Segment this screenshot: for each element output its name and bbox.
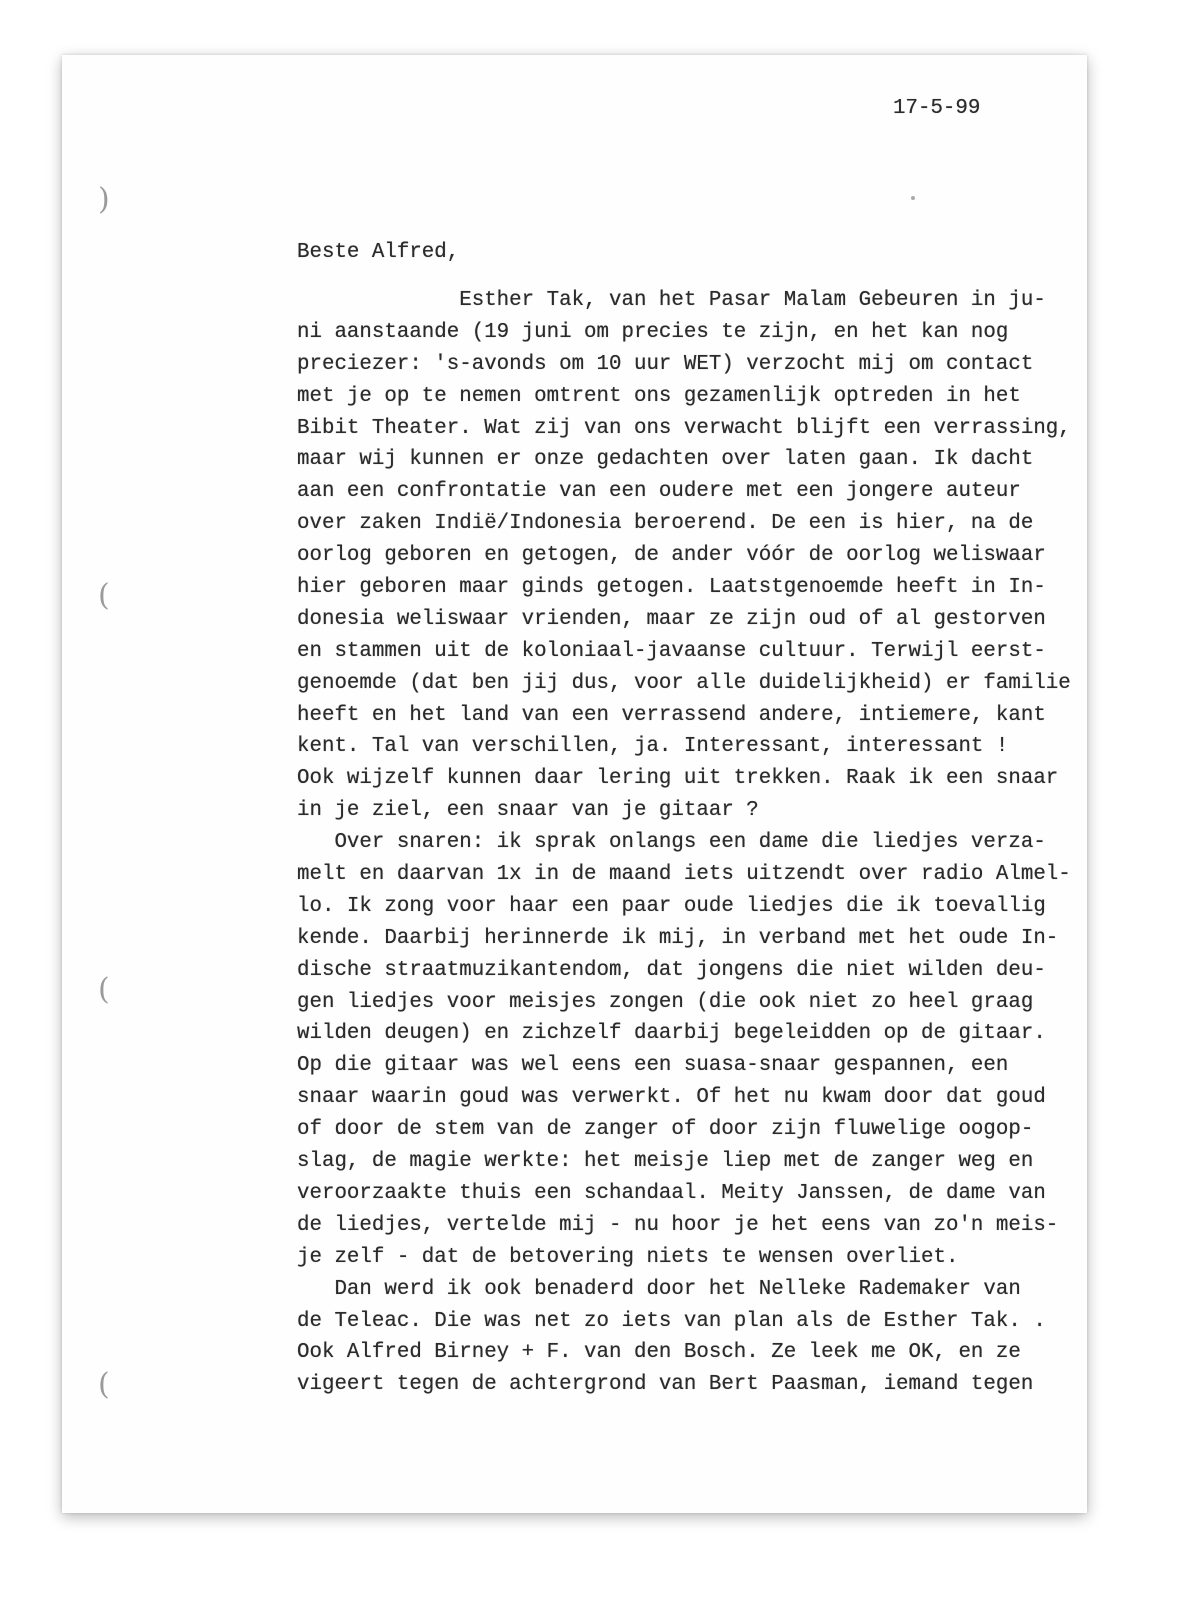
letter-line: met je op te nemen omtrent ons gezamenlijk optreden in het bbox=[297, 384, 1021, 408]
letter-line: in je ziel, een snaar van je gitaar ? bbox=[297, 799, 759, 823]
letter-line: Over snaren: ik sprak onlangs een dame die liedjes verza- bbox=[297, 831, 1046, 855]
letter-line: gen liedjes voor meisjes zongen (die ook niet zo heel graag bbox=[297, 990, 1034, 1014]
punch-hole-mark: ) bbox=[98, 182, 110, 217]
punch-hole-mark: ( bbox=[98, 1367, 110, 1402]
salutation: Beste Alfred, bbox=[297, 241, 460, 264]
letter-line: slag, de magie werkte: het meisje liep met de zanger weg en bbox=[297, 1150, 1034, 1174]
punch-hole-mark: ( bbox=[98, 578, 110, 613]
letter-line: snaar waarin goud was verwerkt. Of het nu kwam door dat goud bbox=[297, 1086, 1046, 1110]
letter-line: je zelf - dat de betovering niets te wensen overliet. bbox=[297, 1245, 959, 1269]
letter-line: Esther Tak, van het Pasar Malam Gebeuren in ju- bbox=[297, 289, 1046, 312]
letter-line: Bibit Theater. Wat zij van ons verwacht blijft een verrassing, bbox=[297, 416, 1071, 440]
letter-line: wilden deugen) en zichzelf daarbij begeleidden op de gitaar. bbox=[297, 1022, 1046, 1046]
letter-line: genoemde (dat ben jij dus, voor alle duidelijkheid) er familie bbox=[297, 671, 1071, 695]
letter-line: vigeert tegen de achtergrond van Bert Paasman, iemand tegen bbox=[297, 1373, 1034, 1397]
letter-line: de Teleac. Die was net zo iets van plan als de Esther Tak. . bbox=[297, 1309, 1046, 1333]
letter-line: Dan werd ik ook benaderd door het Nelleke Rademaker van bbox=[297, 1277, 1021, 1301]
letter-line: oorlog geboren en getogen, de ander vóór de oorlog weliswaar bbox=[297, 544, 1046, 568]
letter-line: lo. Ik zong voor haar een paar oude liedjes die ik toevallig bbox=[297, 894, 1046, 918]
letter-line: of door de stem van de zanger of door zijn fluwelige oogop- bbox=[297, 1118, 1034, 1142]
letter-line: Ook Alfred Birney + F. van den Bosch. Ze leek me OK, en ze bbox=[297, 1341, 1021, 1365]
letter-line: ni aanstaande (19 juni om precies te zijn, en het kan nog bbox=[297, 320, 1009, 344]
letter-line: preciezer: 's-avonds om 10 uur WET) verzocht mij om contact bbox=[297, 352, 1034, 376]
letter-line: dische straatmuzikantendom, dat jongens die niet wilden deu- bbox=[297, 958, 1046, 982]
letter-line: heeft en het land van een verrassend andere, intiemere, kant bbox=[297, 703, 1046, 727]
letter-line: de liedjes, vertelde mij - nu hoor je het eens van zo'n meis- bbox=[297, 1213, 1059, 1237]
punch-hole-mark: ( bbox=[98, 972, 110, 1007]
letter-line: over zaken Indië/Indonesia beroerend. De een is hier, na de bbox=[297, 512, 1034, 536]
letter-line: melt en daarvan 1x in de maand iets uitzendt over radio Almel- bbox=[297, 863, 1071, 887]
letter-line: en stammen uit de koloniaal-javaanse cultuur. Terwijl eerst- bbox=[297, 639, 1046, 663]
letter-line: kent. Tal van verschillen, ja. Interessant, interessant ! bbox=[297, 735, 1009, 759]
letter-line: Ook wijzelf kunnen daar lering uit trekken. Raak ik een snaar bbox=[297, 767, 1059, 791]
letter-line: maar wij kunnen er onze gedachten over laten gaan. Ik dacht bbox=[297, 448, 1034, 472]
letter-line: veroorzaakte thuis een schandaal. Meity Janssen, de dame van bbox=[297, 1181, 1046, 1205]
letter-line: Op die gitaar was wel eens een suasa-snaar gespannen, een bbox=[297, 1054, 1009, 1078]
letter-line: hier geboren maar ginds getogen. Laatstgenoemde heeft in In- bbox=[297, 576, 1046, 600]
letter-line: aan een confrontatie van een oudere met een jongere auteur bbox=[297, 480, 1021, 504]
letter-line: donesia weliswaar vrienden, maar ze zijn oud of al gestorven bbox=[297, 607, 1046, 631]
letter-date: 17-5-99 bbox=[893, 97, 981, 120]
letter-body bbox=[297, 285, 1071, 1401]
letter-line: kende. Daarbij herinnerde ik mij, in verband met het oude In- bbox=[297, 926, 1059, 950]
ink-speck bbox=[911, 196, 915, 200]
